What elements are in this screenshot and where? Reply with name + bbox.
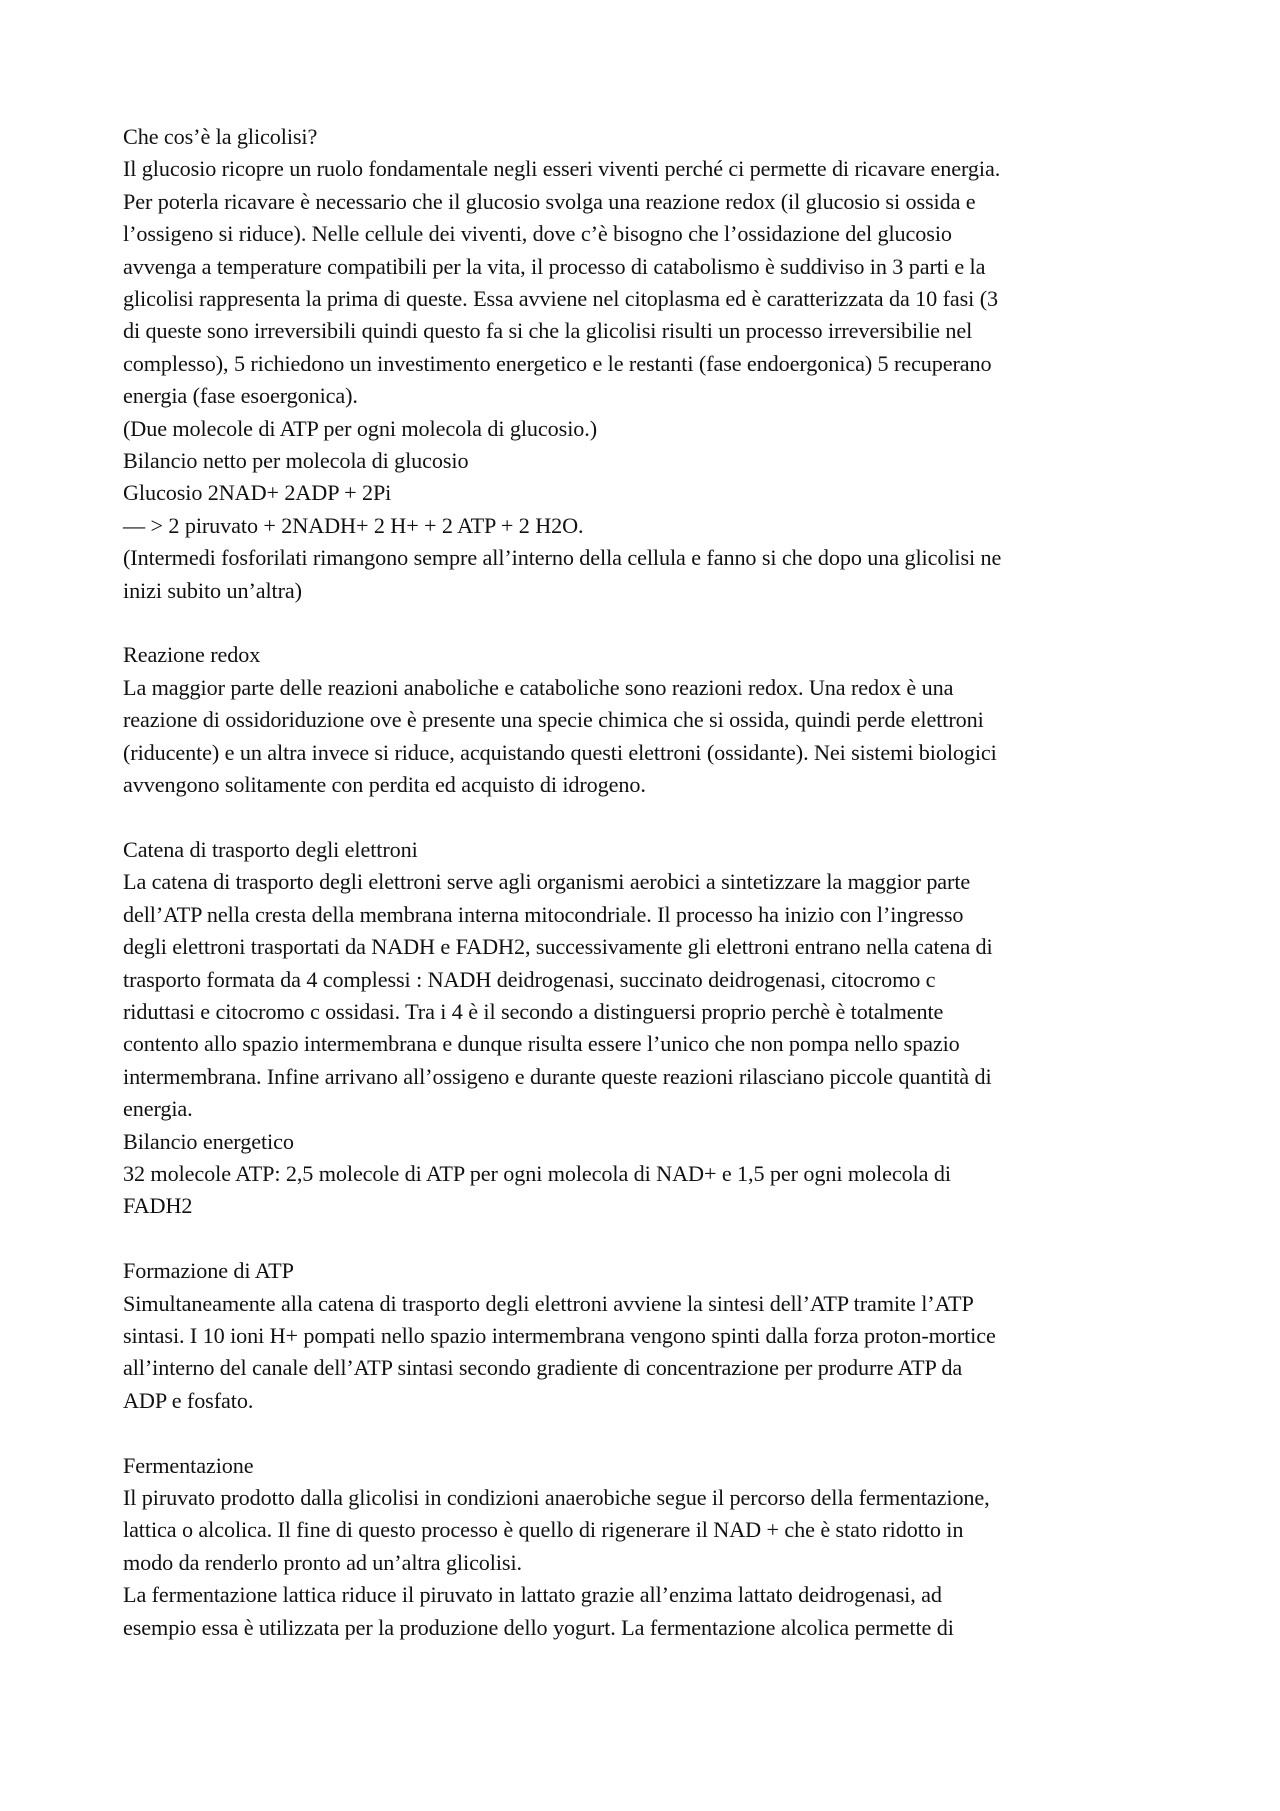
paragraph-line: complesso), 5 richiedono un investimento energetico e le restanti (fase endoergonica) 5 recuperano xyxy=(123,350,992,376)
paragraph-line: inizi subito un’altra) xyxy=(123,577,302,603)
paragraph-line: lattica o alcolica. Il fine di questo processo è quello di rigenerare il NAD + che è stato ridotto in xyxy=(123,1517,964,1543)
paragraph-line: La maggior parte delle reazioni anaboliche e cataboliche sono reazioni redox. Una redox è una xyxy=(123,674,954,700)
paragraph-line: trasporto formata da 4 complessi : NADH deidrogenasi, succinato deidrogenasi, citocromo c xyxy=(123,966,936,992)
paragraph-line: riduttasi e citocromo c ossidasi. Tra i 4 è il secondo a distinguersi proprio perchè è totalmente xyxy=(123,998,944,1024)
paragraph-line: avvenga a temperature compatibili per la vita, il processo di catabolismo è suddiviso in 3 parti e la xyxy=(123,253,986,279)
paragraph-line: Per poterla ricavare è necessario che il glucosio svolga una reazione redox (il glucosio si ossida e xyxy=(123,188,976,214)
paragraph-line: energia (fase esoergonica). xyxy=(123,383,358,409)
section-spacer xyxy=(123,607,1168,639)
section-fermentazione xyxy=(123,1450,1168,1644)
section-heading: Formazione di ATP xyxy=(123,1258,294,1284)
equation-line: — > 2 piruvato + 2NADH+ 2 H+ + 2 ATP + 2 H2O. xyxy=(123,512,584,538)
section-reazione-redox xyxy=(123,639,1168,801)
paragraph-line: energia. xyxy=(123,1096,193,1122)
paragraph-line: dell’ATP nella cresta della membrana interna mitocondriale. Il processo ha inizio con l’ingresso xyxy=(123,901,964,927)
paragraph-line: Il piruvato prodotto dalla glicolisi in condizioni anaerobiche segue il percorso della fermentazione, xyxy=(123,1485,990,1510)
section-spacer xyxy=(123,1223,1168,1255)
paragraph-line: intermembrana. Infine arrivano all’ossigeno e durante queste reazioni rilasciano piccole quantità di xyxy=(123,1063,992,1089)
paragraph-line: (Due molecole di ATP per ogni molecola di glucosio.) xyxy=(123,415,597,441)
equation-line: Glucosio 2NAD+ 2ADP + 2Pi xyxy=(123,480,392,506)
paragraph-line: l’ossigeno si riduce). Nelle cellule dei viventi, dove c’è bisogno che l’ossidazione del glucosio xyxy=(123,221,952,247)
paragraph-line: all’interno del canale dell’ATP sintasi secondo gradiente di concentrazione per produrre ATP da xyxy=(123,1355,963,1381)
paragraph-line: esempio essa è utilizzata per la produzione dello yogurt. La fermentazione alcolica permette di xyxy=(123,1614,954,1640)
section-catena-trasporto xyxy=(123,834,1168,1223)
paragraph-line: Bilancio netto per molecola di glucosio xyxy=(123,448,469,474)
paragraph-line: Il glucosio ricopre un ruolo fondamentale negli esseri viventi perché ci permette di ricavare energia. xyxy=(123,156,1001,182)
paragraph-line: glicolisi rappresenta la prima di queste. Essa avviene nel citoplasma ed è caratterizzata da 10 fasi (3 xyxy=(123,286,998,312)
section-spacer xyxy=(123,1417,1168,1449)
paragraph-line: (Intermedi fosforilati rimangono sempre all’interno della cellula e fanno si che dopo una glicolisi ne xyxy=(123,545,1002,571)
paragraph-line: La catena di trasporto degli elettroni serve agli organismi aerobici a sintetizzare la maggior parte xyxy=(123,869,971,895)
paragraph-line: di queste sono irreversibili quindi questo fa si che la glicolisi risulti un processo irreversibilie nel xyxy=(123,318,973,344)
section-formazione-atp xyxy=(123,1255,1168,1417)
paragraph-line: contento allo spazio intermembrana e dunque risulta essere l’unico che non pompa nello spazio xyxy=(123,1031,960,1057)
paragraph-line: Simultaneamente alla catena di trasporto degli elettroni avviene la sintesi dell’ATP tramite l’ATP xyxy=(123,1290,974,1316)
section-heading: Che cos’è la glicolisi? xyxy=(123,124,318,149)
paragraph-line: Bilancio energetico xyxy=(123,1128,294,1154)
paragraph-line: ADP e fosfato. xyxy=(123,1387,254,1413)
section-heading: Reazione redox xyxy=(123,642,261,668)
document-body xyxy=(123,121,1168,1644)
paragraph-line: degli elettroni trasportati da NADH e FADH2, successivamente gli elettroni entrano nella catena di xyxy=(123,934,993,960)
paragraph-line: sintasi. I 10 ioni H+ pompati nello spazio intermembrana vengono spinti dalla forza proton-mortice xyxy=(123,1322,996,1348)
paragraph-line: modo da renderlo pronto ad un’altra glicolisi. xyxy=(123,1549,522,1575)
paragraph-line: avvengono solitamente con perdita ed acquisto di idrogeno. xyxy=(123,772,646,798)
section-heading: Catena di trasporto degli elettroni xyxy=(123,836,418,862)
paragraph-line: FADH2 xyxy=(123,1193,193,1219)
paragraph-line: 32 molecole ATP: 2,5 molecole di ATP per ogni molecola di NAD+ e 1,5 per ogni molecola di xyxy=(123,1160,951,1186)
section-glicolisi xyxy=(123,121,1168,607)
section-heading: Fermentazione xyxy=(123,1452,254,1478)
section-spacer xyxy=(123,802,1168,834)
paragraph-line: reazione di ossidoriduzione ove è presente una specie chimica che si ossida, quindi perde elettroni xyxy=(123,707,984,733)
paragraph-line: (riducente) e un altra invece si riduce, acquistando questi elettroni (ossidante). Nei sistemi biologici xyxy=(123,739,997,765)
paragraph-line: La fermentazione lattica riduce il piruvato in lattato grazie all’enzima lattato deidrogenasi, ad xyxy=(123,1582,942,1608)
